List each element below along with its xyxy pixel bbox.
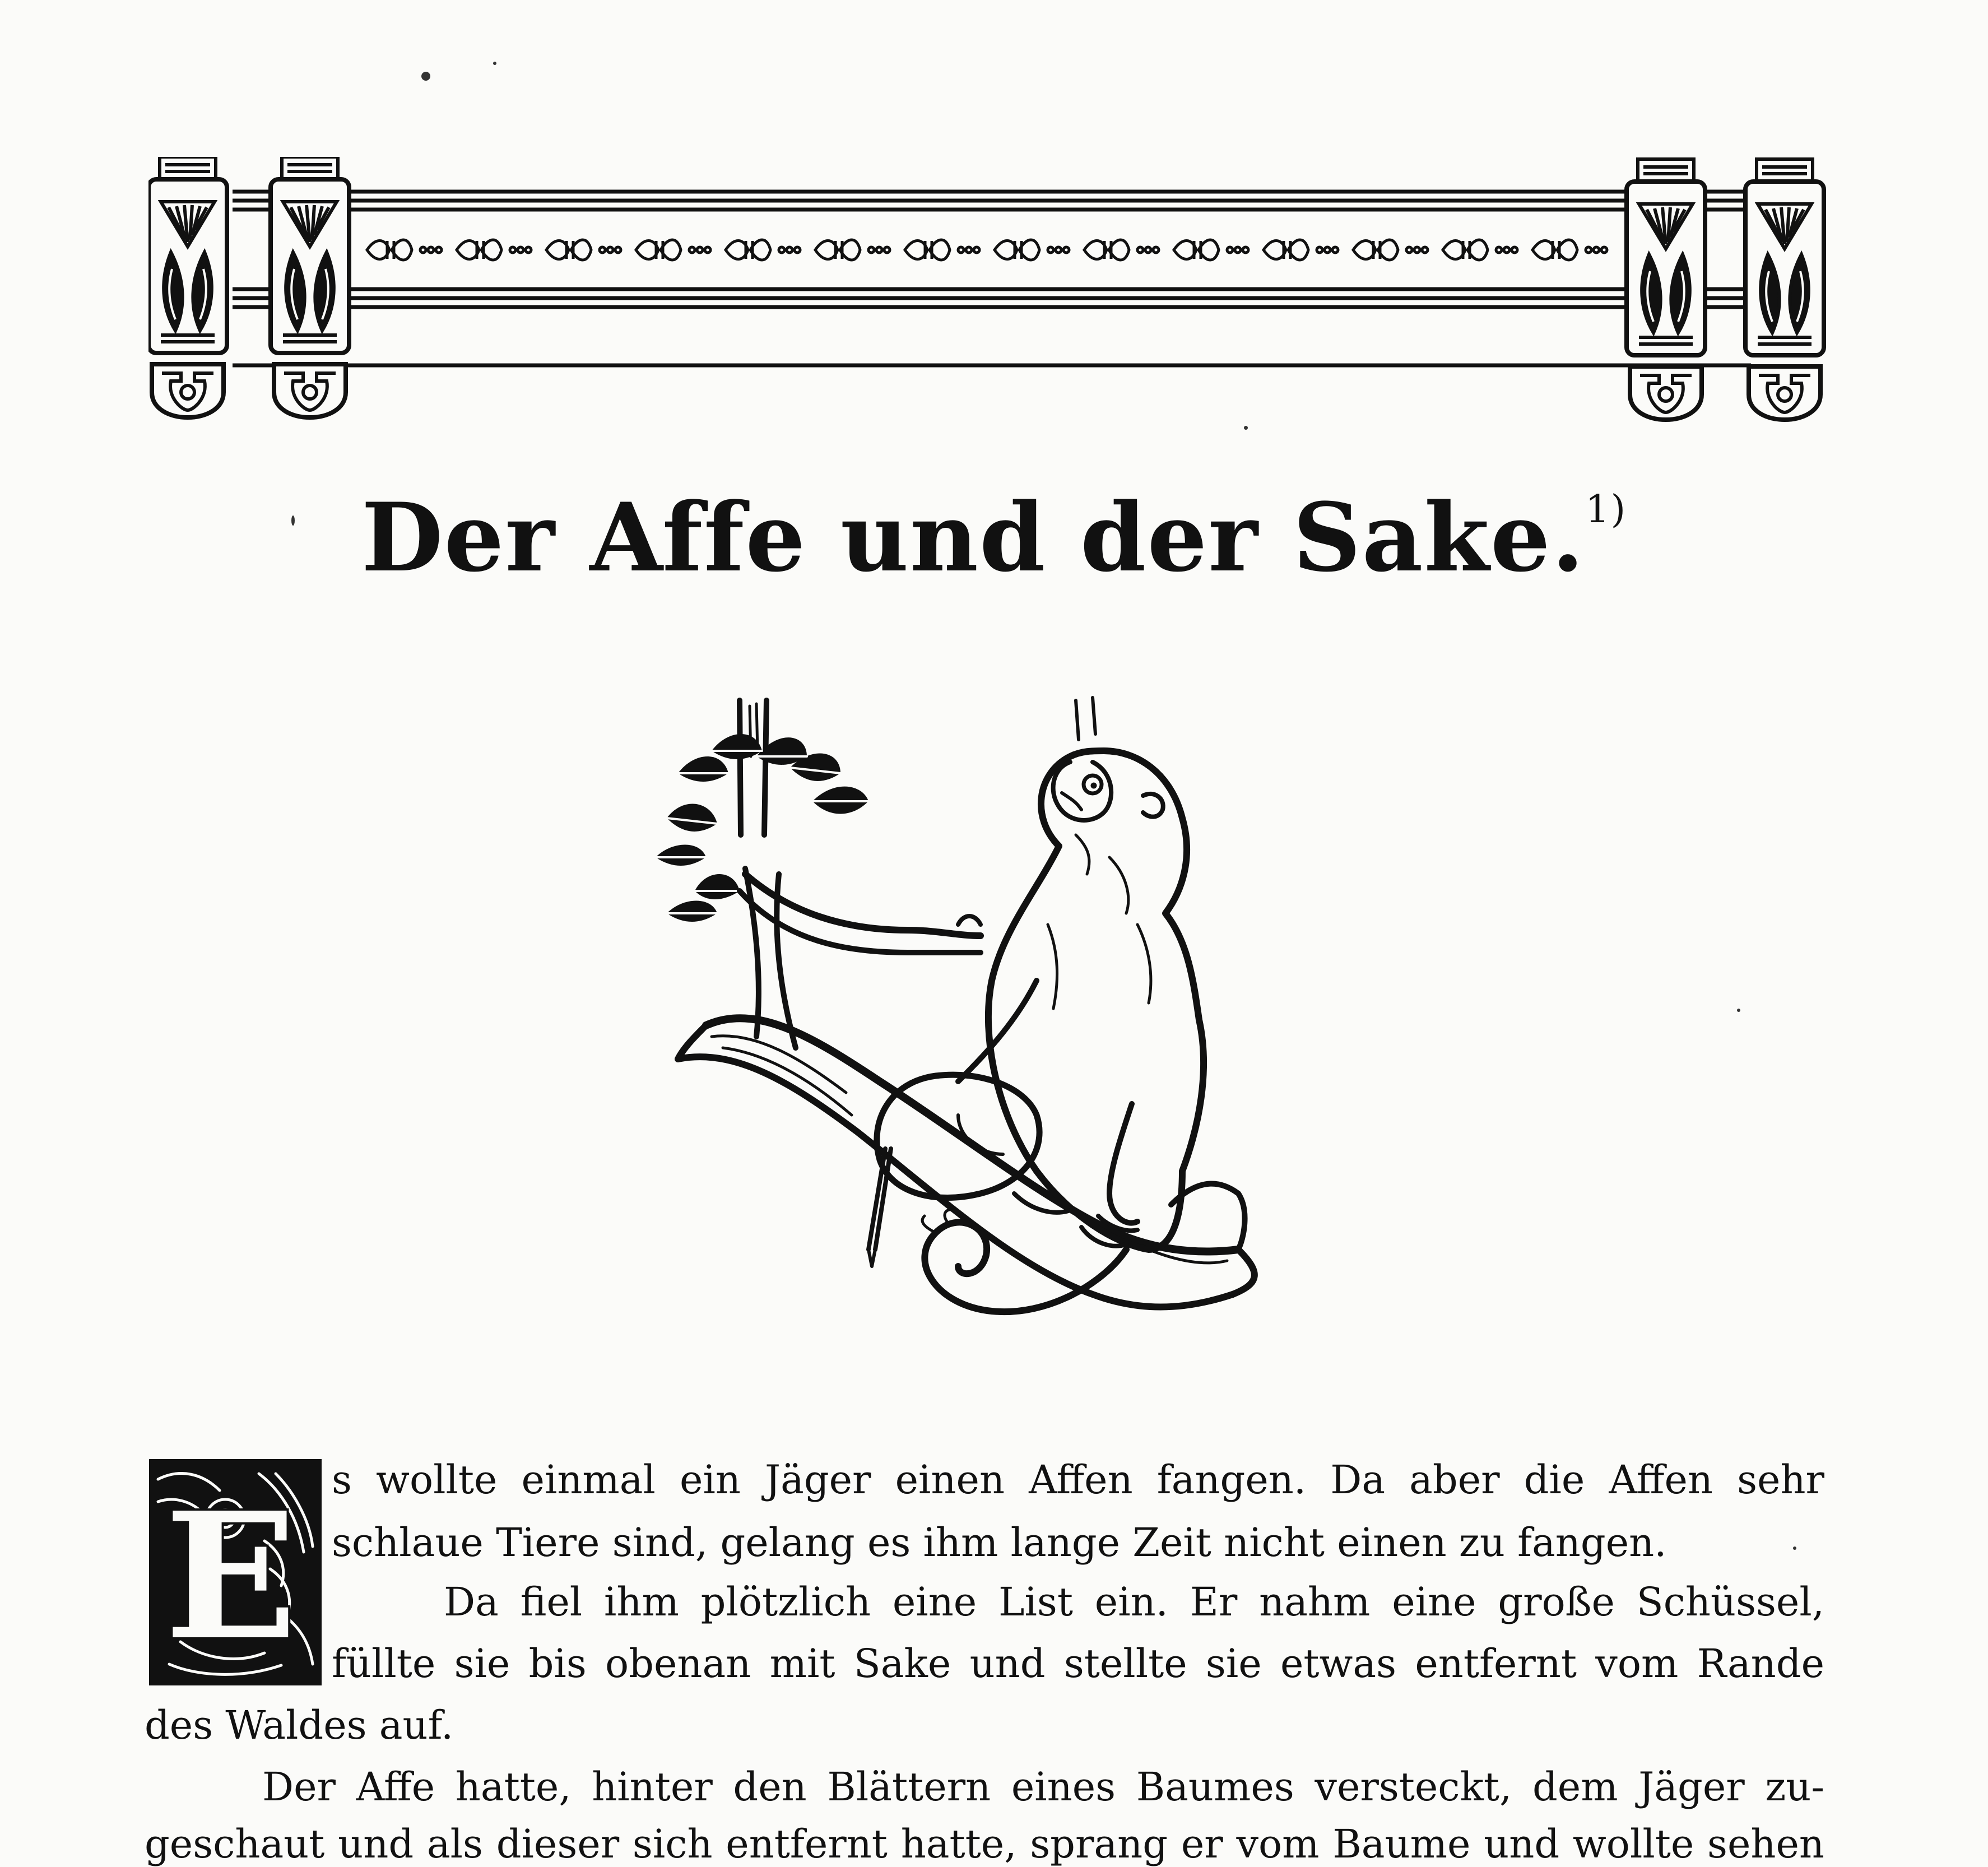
text-line: Da fiel ihm plötzlich eine List ein. Er nahm eine große Schüssel, (444, 1579, 1824, 1625)
footnote-marker: 1) (1585, 487, 1627, 532)
text-line: schlaue Tiere sind, gelang es ihm lange Zeit nicht einen zu fangen. (332, 1520, 1667, 1566)
decorated-drop-cap (147, 1457, 324, 1688)
text-line: s wollte einmal ein Jäger einen Affen fangen. Da aber die Affen sehr (332, 1457, 1824, 1503)
page-title (0, 482, 1988, 593)
text-line: des Waldes auf. (145, 1702, 454, 1748)
title-text: Der Affe und der Sake. (361, 482, 1586, 593)
text-line: geschaut und als dieser sich entfernt hatte, sprang er vom Baume und wollte sehen (145, 1821, 1824, 1867)
text-line: Der Affe hatte, hinter den Blättern eines Baumes versteckt, dem Jäger zu- (262, 1764, 1824, 1810)
print-speck (421, 72, 430, 81)
monkey-on-branch-illustration (644, 689, 1328, 1378)
print-speck (1737, 1009, 1740, 1012)
text-line: füllte sie bis obenan mit Sake und stellte sie etwas entfernt vom Rande (332, 1641, 1824, 1687)
print-speck (493, 62, 496, 65)
ornamental-header-band (148, 157, 1835, 437)
drop-cap-letter: E (164, 1475, 298, 1679)
